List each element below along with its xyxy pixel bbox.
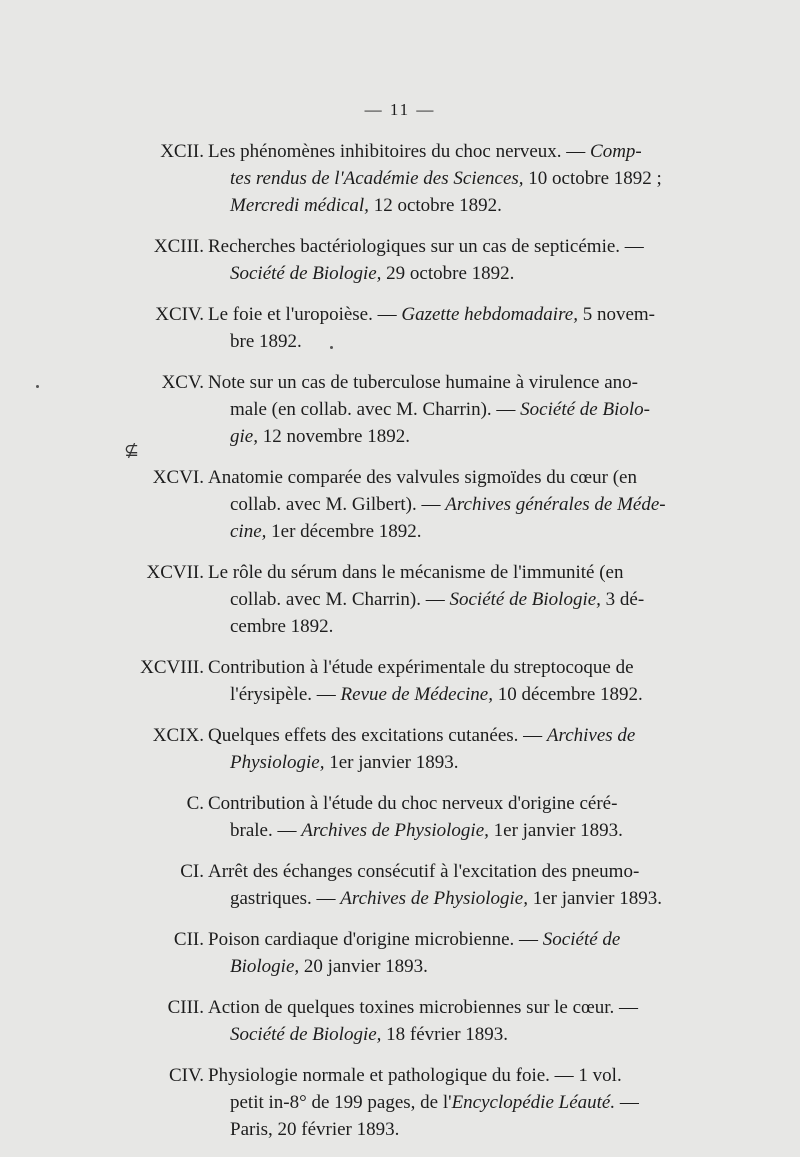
entry-date: 12 octobre 1892. [368,195,502,216]
entry-date: Paris, 20 février 1893. [230,1119,400,1140]
entry-title: Contribution à l'étude expérimentale du streptocoque de [208,657,634,678]
entry-xcv [0,369,800,450]
entry-text [208,926,704,980]
entry-title: Contribution à l'étude du choc nerveux d'origine céré- [208,793,618,814]
entry-number: XCV. [161,372,204,393]
entry-continuation [208,165,704,192]
entry-text [208,654,704,708]
entry-text [208,994,704,1048]
entry-continuation [208,423,704,450]
entry-number: XCIV. [155,304,204,325]
entry-xciii [0,233,800,287]
entry-title: Le rôle du sérum dans le mécanisme de l'immunité (en [208,562,624,583]
entry-authors: collab. avec M. Gilbert). — [230,494,446,515]
entry-title: gastriques. — [230,888,341,909]
journal-name: Biologie, [230,956,300,977]
entry-ciii [0,994,800,1048]
entry-date: 1er janvier 1893. [324,752,459,773]
entry-title: Arrêt des échanges consécutif à l'excitation des pneumo- [208,861,640,882]
entry-continuation [208,817,704,844]
entry-text [208,138,704,219]
journal-name: Archives de Physiologie, [301,820,489,841]
entry-continuation [208,1089,704,1116]
entry-date: 29 octobre 1892. [381,263,515,284]
entry-text [208,722,704,776]
journal-name: Archives de [546,725,636,746]
journal-name: Société de Biolo- [520,399,650,420]
entry-continuation [208,491,704,518]
entry-title: petit in-8° de 199 pages, de l' [230,1092,452,1113]
journal-name: Société de Biologie, [449,589,601,610]
entry-title: Quelques effets des excitations cutanées. — [208,725,547,746]
entry-xcviii [0,654,800,708]
bibliography-list [0,138,800,1157]
entry-title: Les phénomènes inhibitoires du choc nerveux. — [208,141,591,162]
entry-text [208,464,704,545]
entry-date: 20 janvier 1893. [299,956,428,977]
entry-date: 12 novembre 1892. [257,426,410,447]
entry-number: CIV. [168,1065,204,1086]
journal-name: gie, [230,426,258,447]
entry-c [0,790,800,844]
margin-mark: ⊈ [124,440,140,461]
entry-title: Le foie et l'uropoièse. — [208,304,402,325]
entry-title: Recherches bactériologiques sur un cas de septicémie. — [208,236,644,257]
entry-date: 10 octobre 1892 ; [523,168,662,189]
entry-continuation [208,396,704,423]
entry-title: brale. — [230,820,302,841]
entry-text [208,559,704,640]
entry-text [208,369,704,450]
entry-continuation [208,586,704,613]
entry-xcix [0,722,800,776]
entry-number: XCII. [160,141,204,162]
entry-continuation [208,192,704,219]
entry-title: Note sur un cas de tuberculose humaine à virulence ano- [208,372,638,393]
entry-number: XCVI. [152,467,204,488]
journal-name: Société de [542,929,621,950]
journal-name: tes rendus de l'Académie des Sciences, [230,168,524,189]
entry-authors: collab. avec M. Charrin). — [230,589,450,610]
entry-title: — [615,1092,639,1113]
page-number: — 11 — [364,100,436,119]
entry-continuation [208,681,704,708]
entry-number: C. [186,793,204,814]
entry-number: XCIX. [152,725,204,746]
entry-text [208,301,704,355]
entry-text [208,233,704,287]
journal-name: Archives générales de Méde- [445,494,666,515]
entry-continuation [208,518,704,545]
entry-ci [0,858,800,912]
entry-civ [0,1062,800,1143]
entry-title: Action de quelques toxines microbiennes sur le cœur. — [208,997,639,1018]
journal-name: Revue de Médecine, [340,684,493,705]
entry-number: XCVIII. [140,657,204,678]
journal-name: Encyclopédie Léauté. [451,1092,616,1113]
entry-date: 3 dé- [600,589,645,610]
entry-xcii [0,138,800,219]
entry-number: XCVII. [146,562,204,583]
entry-number: XCIII. [153,236,204,257]
journal-name: Gazette hebdomadaire, [401,304,578,325]
entry-authors: male (en collab. avec M. Charrin). — [230,399,521,420]
entry-text [208,790,704,844]
entry-continuation: cembre 1892. [230,616,334,637]
entry-date: 1er décembre 1892. [266,521,422,542]
journal-name: Archives de Physiologie, [340,888,528,909]
entry-date: 1er janvier 1893. [488,820,623,841]
entry-date: 1er janvier 1893. [527,888,662,909]
entry-number: CII. [173,929,204,950]
entry-title: Physiologie normale et pathologique du foie. — 1 vol. [208,1065,622,1086]
entry-continuation: bre 1892. [230,331,302,352]
entry-title: l'érysipèle. — [230,684,341,705]
journal-name: Comp- [590,141,642,162]
entry-number: CIII. [167,997,204,1018]
entry-xcvi [0,464,800,545]
journal-name: cine, [230,521,267,542]
entry-text [208,1062,704,1143]
entry-cii [0,926,800,980]
journal-name: Physiologie, [230,752,325,773]
entry-xciv [0,301,800,355]
entry-title: Poison cardiaque d'origine microbienne. — [208,929,543,950]
entry-date: 10 décembre 1892. [492,684,643,705]
journal-name: Mercredi médical, [230,195,369,216]
entry-continuation [208,953,704,980]
entry-continuation [208,885,704,912]
journal-name: Société de Biologie, [230,263,382,284]
entry-continuation [208,260,704,287]
entry-date: 5 novem- [577,304,656,325]
journal-name: Société de Biologie, [230,1024,382,1045]
entry-date: 18 février 1893. [381,1024,509,1045]
entry-title: Anatomie comparée des valvules sigmoïdes du cœur (en [208,467,637,488]
entry-number: CI. [180,861,204,882]
entry-text [208,858,704,912]
entry-continuation [208,749,704,776]
entry-continuation [208,1021,704,1048]
entry-xcvii [0,559,800,640]
